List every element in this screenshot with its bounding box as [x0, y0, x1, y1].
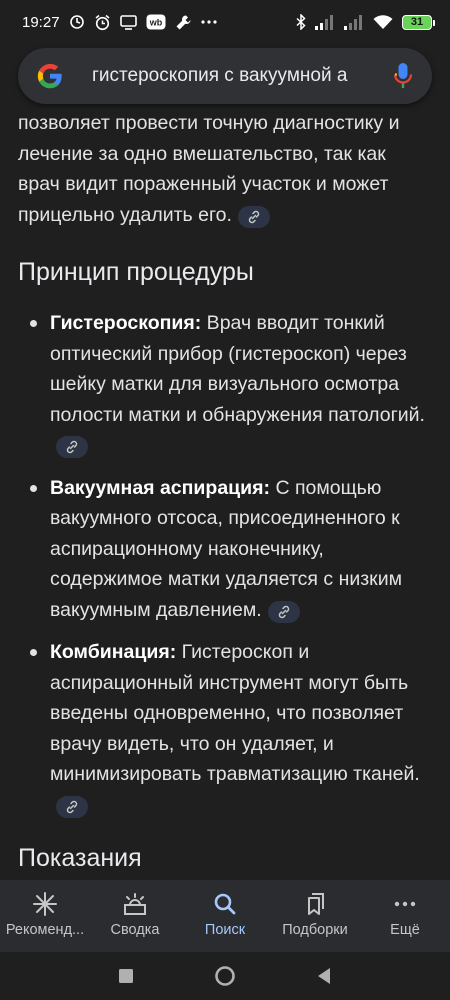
mic-icon[interactable]: [392, 62, 414, 90]
battery-level: 31: [410, 16, 424, 28]
nav-item-digest[interactable]: [90, 892, 180, 938]
bullet-text: Врач вводит тонкий оптический прибор (гистероскоп) через шейку матки для визуального осмотра полости матки и обнаружения патологий.: [50, 312, 425, 426]
more-icon: [201, 20, 217, 24]
signal-icon-2: [344, 15, 364, 30]
section-title-principle: Принцип процедуры: [18, 258, 254, 286]
svg-text:wb: wb: [149, 17, 162, 28]
status-time: 19:27: [22, 13, 60, 31]
bookmark-icon: [302, 892, 328, 916]
bullet-term: Вакуумная аспирация:: [50, 476, 271, 499]
recents-button[interactable]: [118, 968, 134, 984]
link-icon: [65, 440, 79, 454]
system-nav: [0, 952, 450, 1000]
sparkle-icon: [32, 892, 58, 916]
link-chip[interactable]: [56, 796, 88, 818]
intro-text: позволяет провести точную диагностику и лечение за одно вмешательство, так как врач видит пораженный участок и может прицельно удалить его.: [18, 112, 400, 226]
battery-icon: [402, 15, 432, 30]
link-chip[interactable]: [56, 436, 88, 458]
list-item: [18, 637, 432, 820]
status-right: [296, 14, 432, 30]
nav-item-discover[interactable]: [0, 892, 90, 938]
status-bar: [0, 0, 450, 44]
section-title-indications: Показания: [18, 844, 142, 872]
nav-item-search[interactable]: [180, 892, 270, 938]
bullet-term: Комбинация:: [50, 641, 177, 663]
nav-item-collections[interactable]: [270, 892, 360, 938]
tv-icon: [120, 15, 137, 30]
search-icon: [212, 892, 238, 916]
location-icon: [69, 14, 85, 30]
link-chip[interactable]: [238, 206, 270, 228]
link-icon: [247, 210, 261, 224]
signal-icon: [315, 15, 335, 30]
alarm-icon: [94, 14, 111, 31]
more-dots-icon: [392, 892, 418, 916]
nav-label: Рекоменд...: [5, 922, 85, 938]
bluetooth-icon: [296, 14, 306, 30]
nav-label: Поиск: [204, 922, 246, 938]
bullet-text: С помощью вакуумного отсоса, присоединенного к аспирационному наконечнику, содержимое матки удаляется с низким вакуумным давлением.: [50, 476, 402, 621]
digest-icon: [122, 892, 148, 916]
search-bar[interactable]: [18, 48, 432, 104]
bottom-nav: [0, 880, 450, 952]
link-icon: [277, 605, 291, 619]
wildberries-icon: [146, 14, 166, 30]
nav-label: Ещё: [390, 922, 420, 938]
tools-icon: [175, 14, 192, 31]
back-button[interactable]: [316, 967, 332, 985]
link-chip[interactable]: [268, 601, 300, 623]
list-item: [18, 473, 432, 626]
bullet-term: Гистероскопия:: [50, 312, 202, 334]
bullet-text: Гистероскоп и аспирационный инструмент могут быть введены одновременно, что позволяет врачу видеть, что он удаляет, и минимизировать травматизацию тканей.: [50, 641, 420, 785]
search-input[interactable]: гистероскопия с вакуумной а: [92, 65, 348, 86]
nav-label: Сводка: [110, 922, 160, 938]
intro-paragraph: [18, 108, 432, 230]
status-left: [22, 14, 217, 31]
google-logo-icon[interactable]: [36, 62, 64, 90]
principle-list: [18, 308, 432, 820]
link-icon: [65, 800, 79, 814]
home-button[interactable]: [214, 965, 236, 987]
article-content: [18, 108, 432, 925]
list-item: [18, 308, 432, 461]
nav-label: Подборки: [282, 922, 348, 938]
wifi-icon: [373, 15, 393, 30]
nav-item-more[interactable]: [360, 892, 450, 938]
